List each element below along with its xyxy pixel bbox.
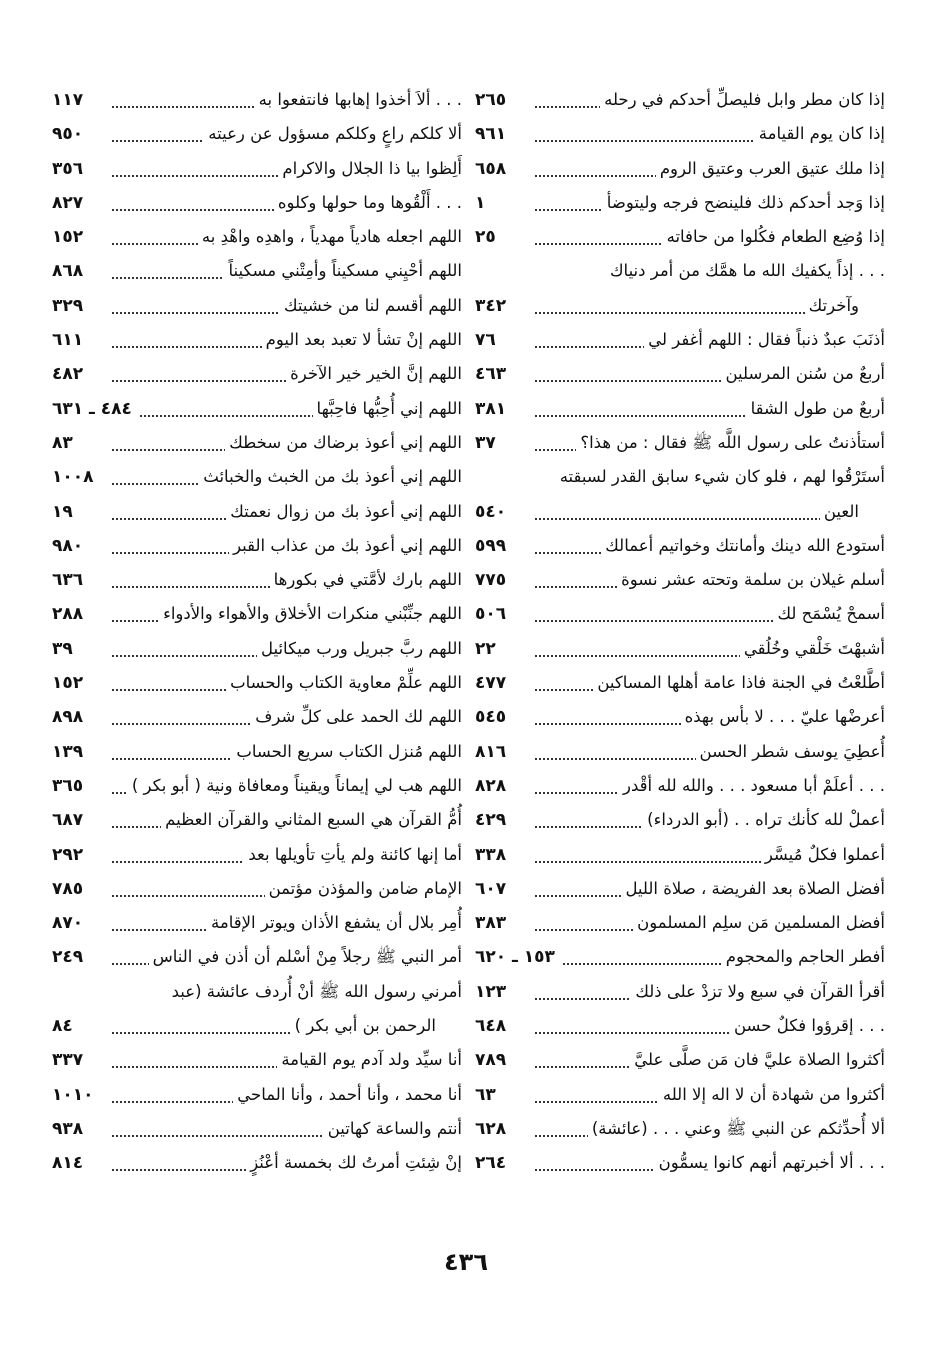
page-reference: ٥٤٥ [475,705,512,729]
page-reference: ٥٠٦ [475,602,512,626]
hadith-text: اللهم لك الحمد على كلِّ شرف [251,705,462,729]
hadith-text: إذا كان مطر وابل فليصلِّ أحدكم في رحله [600,88,885,112]
page-reference: ٣٨٣ [475,911,512,935]
page-reference: ٣٦٥ [52,774,89,798]
index-entry [475,1012,885,1046]
hadith-text: اللهم إنَّ الخير خير الآخرة [286,362,462,386]
index-entry [52,86,462,120]
hadith-text: اللهم هب لي إيماناً ويقيناً ومعافاة ونية ( أبو بكر ) [128,774,462,798]
index-entry [475,395,885,429]
index-column-left [52,86,462,1184]
index-entry [475,498,885,532]
hadith-text: اللهم اجعله هادياً مهدياً ، واهدِه واهْدِ به [198,225,462,249]
hadith-text: . . . إذاً يكفيك الله ما همَّك من أمر دنياك [606,259,885,283]
page-reference: ٤٦٣ [475,362,512,386]
hadith-text: . . . أَلْقُوها وما حولها وكلوه [274,191,462,215]
page-reference: ٥٩٩ [475,534,512,558]
index-entry [52,1012,462,1046]
index-entry [475,978,885,1012]
index-entry [475,257,885,291]
page-reference: ٣٨١ [475,397,512,421]
index-entry [52,532,462,566]
page-reference: ١٥٢ [52,225,89,249]
index-entry [52,155,462,189]
page-reference: ٦٤٨ [475,1014,512,1038]
hadith-text: أربعٌ من سُنن المرسلين [721,362,885,386]
page-reference: ٧٦ [475,328,502,352]
hadith-text: إذا كان يوم القيامة [755,122,885,146]
index-entry [475,532,885,566]
hadith-text: أستَرْقُوا لهم ، فلو كان شيء سابق القدر لسبقته [556,465,885,489]
page-reference: ١٢٣ [475,980,512,1004]
index-entry [52,772,462,806]
hadith-text: اللهم إني أعوذ بك من الخبث والخبائث [199,465,462,489]
hadith-text: أذنَبَ عبدٌ ذنباً فقال : اللهم أغفر لي [644,328,885,352]
hadith-text: اللهم أحْيِني مسكيناً وأمِتْني مسكيناً [224,259,462,283]
page-reference: ٦٠٧ [475,877,512,901]
index-entry [475,772,885,806]
page-reference: ٨١٤ [52,1151,89,1175]
hadith-text: أُعطِيَ يوسف شطر الحسن [696,740,885,764]
page-reference: ٧٧٥ [475,568,512,592]
hadith-text: اللهم بارك لأمَّتي في بكورها [270,568,462,592]
page-reference: ٣٣٨ [475,843,512,867]
index-entry [52,189,462,223]
hadith-text: أستودع الله دينك وأمانتك وخواتيم أعمالك [601,534,885,558]
index-entry [475,1081,885,1115]
page-reference: ٨٧٠ [52,911,89,935]
hadith-text: الرحمن بن أبي بكر ) [291,1014,436,1038]
hadith-text: العين [820,500,859,524]
hadith-text: ألا أُحدِّثكم عن النبي ﷺ وعني . . . (عائشة) [588,1117,885,1141]
index-entry [475,703,885,737]
hadith-text: أستأذنتُ على رسول اللَّه ﷺ فقال : من هذا؟ [576,431,885,455]
page-reference: ٢٩٢ [52,843,89,867]
hadith-text: أسمحْ يُسْمَح لك [773,602,885,626]
hadith-text: اللهم أقسم لنا من خشيتك [280,294,462,318]
index-entry [52,223,462,257]
index-entry [52,1149,462,1183]
dot-leader [535,518,845,520]
hadith-text: اللهم إني أعوذ برضاك من سخطك [225,431,462,455]
index-entry [52,463,462,497]
hadith-text: أشبهْتَ خَلْقي وخُلُقي [740,637,885,661]
hadith-text: أكثروا الصلاة عليَّ فان مَن صلَّى عليَّ [630,1048,885,1072]
index-entry [52,875,462,909]
dot-leader [535,312,845,314]
page-reference: ٨٤ [52,1014,79,1038]
page-reference: ١٠٠٨ [52,465,100,489]
index-entry [52,806,462,840]
index-entry [52,978,462,1012]
index-entry [475,223,885,257]
index-entry [475,635,885,669]
hadith-text: اللهم إني أُحِبُّها فاحِبَّها [313,397,462,421]
page-reference: ٢٤٩ [52,945,89,969]
page-reference: ٣٩ [52,637,79,661]
page-reference: ٢٦٥ [475,88,512,112]
hadith-text: إذا وُضِع الطعام فكُلوا من حافاته [663,225,885,249]
hadith-text: أفطر الحاجم والمحجوم [722,945,885,969]
index-entry [475,875,885,909]
hadith-text: أنا محمد ، وأنا أحمد ، وأنا الماحي [233,1083,462,1107]
hadith-text: ألا كلكم راعٍ وكلكم مسؤول عن رعيته [204,122,462,146]
page-reference: ٣٧ [475,431,502,455]
index-entry [475,1115,885,1149]
hadith-text: اللهم إنْ تشأ لا تعبد بعد اليوم [262,328,462,352]
page-reference: ١٩ [52,500,79,524]
index-entry [475,120,885,154]
page-reference: ٣٢٩ [52,294,89,318]
hadith-text: اللهم إني أعوذ بك من عذاب القبر [229,534,462,558]
page-reference: ٢٢ [475,637,502,661]
hadith-text: أعملوا فكلٌ مُيسَّر [761,843,885,867]
index-entry [475,806,885,840]
index-entry [475,600,885,634]
page-reference: ٦١١ [52,328,89,352]
page-reference: ٦٥٨ [475,157,512,181]
index-entry [52,498,462,532]
index-entry [52,360,462,394]
hadith-text: أنتم والساعة كهاتين [324,1117,462,1141]
page-reference: ٨٦٨ [52,259,89,283]
page-reference: ٤٨٢ [52,362,89,386]
page-reference: ٤٧٧ [475,671,512,695]
hadith-text: اللهم ربَّ جبريل ورب ميكائيل [257,637,462,661]
hadith-text: أَلِظوا بيا ذا الجلال والاكرام [278,157,462,181]
page-reference: ٦٨٧ [52,808,89,832]
hadith-text: أسلم غيلان بن سلمة وتحته عشر نسوة [617,568,885,592]
hadith-text: أُمُّ القرآن هي السبع المثاني والقرآن العظيم [161,808,462,832]
page-reference: ٦٢٨ [475,1117,512,1141]
index-entry [52,943,462,977]
hadith-text: إذا ملك عتيق العرب وعتيق الروم [656,157,885,181]
page-reference: ٢٥ [475,225,502,249]
hadith-text: أفضل المسلمين مَن سلِم المسلمون [633,911,885,935]
index-entry [52,1046,462,1080]
page-reference: ٩٨٠ [52,534,89,558]
page-reference: ١ [475,191,491,215]
page-reference: ٦٣ [475,1083,502,1107]
page-reference: ٩٣٨ [52,1117,89,1141]
index-entry [52,326,462,360]
hadith-text: أكثروا من شهادة أن لا اله إلا الله [659,1083,885,1107]
index-entry [475,292,885,326]
page-reference: ٧٨٥ [52,877,89,901]
index-entry [475,463,885,497]
page-reference: ٥٤٠ [475,500,512,524]
index-entry [52,635,462,669]
hadith-text: . . . أعلَمْ أبا مسعود . . . والله لله أقْدر [619,774,885,798]
hadith-text: أطَّلعْتُ في الجنة فاذا عامة أهلها المساكين [593,671,885,695]
index-entry [52,292,462,326]
hadith-text: أعرضْها عليّ . . . لا بأس بهذه [681,705,885,729]
hadith-text: الإمام ضامن والمؤذن مؤتمن [265,877,462,901]
hadith-text: أمرني رسول الله ﷺ أنْ أُردف عائشة (عبد [168,980,462,1004]
index-entry [52,395,462,429]
index-entry [475,566,885,600]
index-entry [52,257,462,291]
hadith-text: أُمِر بلال أن يشفع الأذان ويوتر الإقامة [207,911,462,935]
hadith-text: . . . إقرؤوا فكلٌ حسن [730,1014,885,1038]
page-reference: ٤٨٤ ـ ٦٣١ [52,397,138,421]
page-reference: ٨٢٧ [52,191,89,215]
index-entry [52,841,462,875]
index-entry [475,1149,885,1183]
page-reference: ٢٨٨ [52,602,89,626]
index-entry [475,669,885,703]
index-column-right [475,86,885,1184]
index-entry [475,909,885,943]
hadith-text: . . . ألا أخبرتهم أنهم كانوا يسمُّون [655,1151,885,1175]
hadith-text: أربعٌ من طول الشقا [747,397,885,421]
page-reference: ١٥٣ ـ ٦٢٠ [475,945,561,969]
index-entry [475,429,885,463]
hadith-text: أنا سيِّد ولد آدم يوم القيامة [277,1048,462,1072]
page-reference: ٢٦٤ [475,1151,512,1175]
index-entry [475,841,885,875]
hadith-text: أعملْ لله كأنك تراه . . (أبو الدرداء) [643,808,885,832]
index-entry [52,429,462,463]
hadith-text: أما إنها كائنة ولم يأتِ تأويلها بعد [244,843,462,867]
page-reference: ١٣٩ [52,740,89,764]
hadith-text: أقرأ القرآن في سبع ولا تزدْ على ذلك [631,980,885,1004]
page-reference: ٨٩٨ [52,705,89,729]
hadith-text: أفضل الصلاة بعد الفريضة ، صلاة الليل [621,877,885,901]
hadith-text: إنْ شِئتِ أمرتُ لك بخمسة أعْنُزٍ [246,1151,462,1175]
index-entry [52,120,462,154]
index-entry [475,326,885,360]
page-reference: ١٥٢ [52,671,89,695]
index-entry [52,566,462,600]
index-entry [52,909,462,943]
page-reference: ٩٥٠ [52,122,89,146]
page-reference: ٨٣ [52,431,79,455]
index-entry [52,669,462,703]
hadith-text: اللهم علِّمْ معاوية الكتاب والحساب [226,671,462,695]
index-entry [52,1081,462,1115]
page-reference: ٨٢٨ [475,774,512,798]
hadith-text: إذا وَجد أحدكم ذلك فلينضح فرجه وليتوضأ [603,191,885,215]
page-reference: ٩٦١ [475,122,512,146]
hadith-text: . . . ألاَ أخذوا إهابها فانتفعوا به [255,88,462,112]
index-entry [475,943,885,977]
page-reference: ٧٨٩ [475,1048,512,1072]
hadith-text: اللهم جنِّبْني منكرات الأخلاق والأهواء والأدواء [159,602,462,626]
index-entry [52,1115,462,1149]
page-reference: ٦٣٦ [52,568,89,592]
page-reference: ٣٣٧ [52,1048,89,1072]
index-entry [52,738,462,772]
page-reference: ٣٤٢ [475,294,512,318]
page-number: ٤٣٦ [444,1248,488,1276]
index-entry [52,703,462,737]
index-entry [475,360,885,394]
index-entry [475,155,885,189]
page-reference: ١١٧ [52,88,89,112]
hadith-text: وآخرتك [805,294,859,318]
index-entry [475,738,885,772]
page-reference: ٣٥٦ [52,157,89,181]
page-reference: ١٠١٠ [52,1083,100,1107]
page-reference: ٨١٦ [475,740,512,764]
hadith-text: أمر النبي ﷺ رجلاً مِنْ أسْلم أن أذن في الناس [149,945,462,969]
index-entry [52,600,462,634]
index-entry [475,86,885,120]
hadith-text: اللهم مُنزل الكتاب سريع الحساب [232,740,462,764]
index-entry [475,189,885,223]
index-entry [475,1046,885,1080]
hadith-text: اللهم إني أعوذ بك من زوال نعمتك [226,500,462,524]
page-reference: ٤٢٩ [475,808,512,832]
